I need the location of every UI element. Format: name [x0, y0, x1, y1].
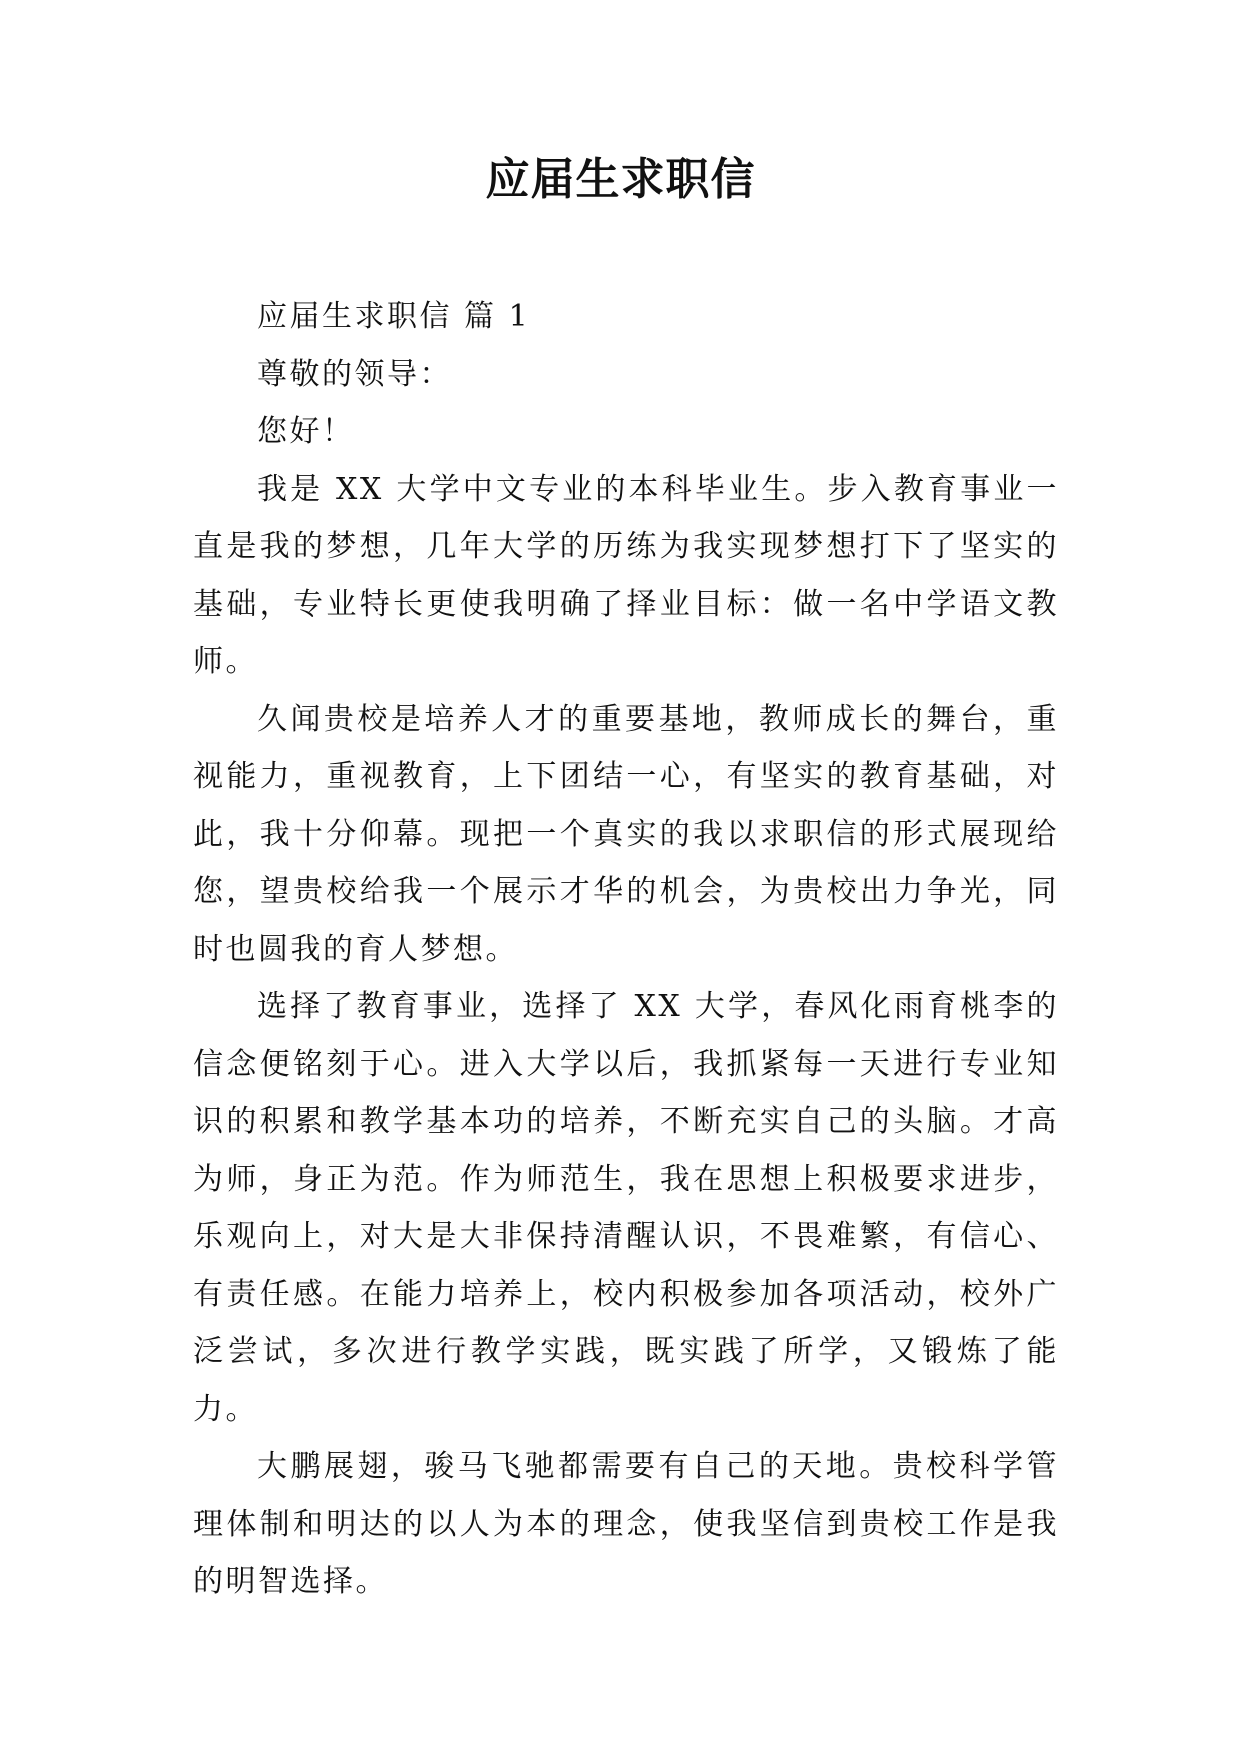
paragraph: 久闻贵校是培养人才的重要基地，教师成长的舞台，重视能力，重视教育，上下团结一心，有坚实的教育基础，对此，我十分仰幕。现把一个真实的我以求职信的形式展现给您，望贵校给我一个展示才华的机会，为贵校出力争光，同时也圆我的育人梦想。	[193, 701, 1059, 967]
greeting: 您好！	[257, 414, 355, 449]
paragraph: 我是 XX 大学中文专业的本科毕业生。步入教育事业一直是我的梦想，几年大学的历练为我实现梦想打下了坚实的基础，专业特长更使我明确了择业目标：做一名中学语文教师。	[193, 471, 1059, 679]
paragraph: 大鹏展翅，骏马飞驰都需要有自己的天地。贵校科学管理体制和明达的以人为本的理念，使我坚信到贵校工作是我的明智选择。	[193, 1449, 1059, 1599]
salutation: 尊敬的领导：	[257, 356, 452, 392]
paragraph: 选择了教育事业，选择了 XX 大学，春风化雨育桃李的信念便铭刻于心。进入大学以后，我抓紧每一天进行专业知识的积累和教学基本功的培养，不断充实自己的头脑。才高为师，身正为范。作为师范生，我在思想上积极要求进步，乐观向上，对大是大非保持清醒认识，不畏难繁，有信心、有责任感。在能力培养上，校内积极参加各项活动，校外广泛尝试，多次进行教学实践，既实践了所学，又锻炼了能力。	[193, 989, 1059, 1427]
document-body	[193, 288, 1059, 1611]
section-heading: 应届生求职信 篇 1	[257, 299, 531, 334]
document-title: 应届生求职信	[485, 154, 756, 205]
